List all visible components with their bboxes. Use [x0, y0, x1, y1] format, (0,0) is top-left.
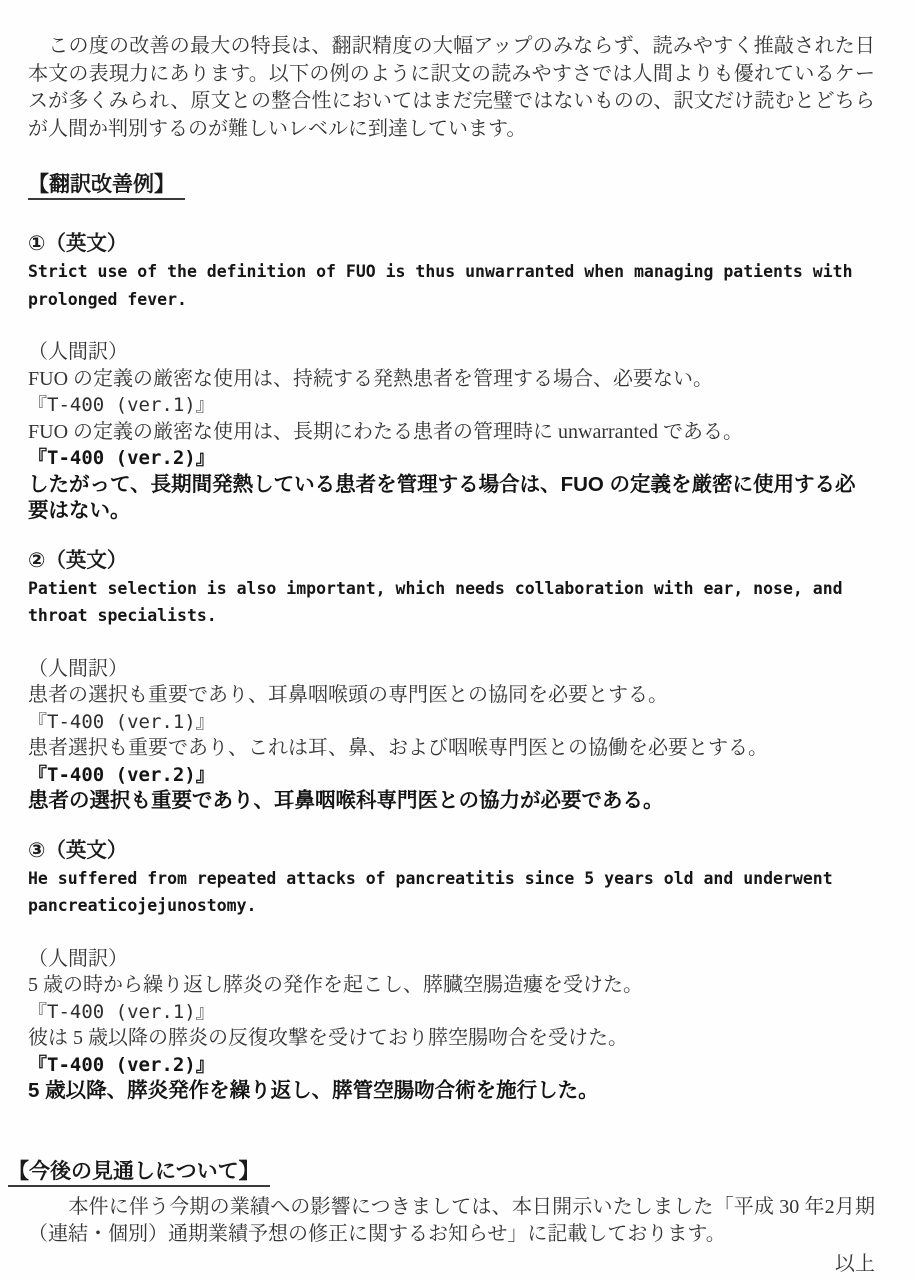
translation-example-3: [28, 837, 875, 1105]
example-3-v1-label: 『T-400 (ver.1)』: [28, 1000, 215, 1023]
translation-example-2: [28, 547, 875, 815]
example-1-human-label: （人間訳）: [28, 341, 128, 363]
example-1-v1-label: 『T-400 (ver.1)』: [28, 394, 215, 416]
example-2-english-text: Patient selection is also important, which needs collaboration with ear, nose, and throat specialists.: [28, 578, 843, 625]
example-1-english-text: Strict use of the definition of FUO is thus unwarranted when managing patients with prolonged fever.: [28, 262, 853, 309]
intro-paragraph: この度の改善の最大の特長は、翻訳精度の大幅アップのみならず、読みやすく推敲された日本文の表現力にあります。以下の例のように訳文の読みやすさでは人間よりも優れているケースが多くみられ、原文との整合性においてはまだ完璧ではないものの、訳文だけ読むとどちらが人間か判別するのが難しいレベルに到達しています。: [28, 35, 875, 140]
example-3-source-label: ③（英文）: [28, 838, 128, 862]
example-1-source-label: ①（英文）: [28, 232, 128, 255]
outlook-paragraph: 本件に伴う今期の業績への影響につきましては、本日開示いたしました「平成 30 年2月期（連結・個別）通期業績予想の修正に関するお知らせ」に記載しております。: [28, 1195, 875, 1245]
example-3-v2-text: 5 歳以降、膵炎発作を繰り返し、膵管空腸吻合術を施行した。: [28, 1079, 599, 1102]
example-2-v1-text: 患者選択も重要であり、これは耳、鼻、および咽喉専門医との協働を必要とする。: [28, 737, 768, 759]
closing-text: 以上: [835, 1252, 875, 1275]
example-1-human-text: FUO の定義の厳密な使用は、持続する発熱患者を管理する場合、必要ない。: [28, 367, 714, 390]
improvement-heading-row: [28, 172, 875, 200]
example-2-human-label: （人間訳）: [28, 657, 128, 680]
example-1-v2-label: 『T-400 (ver.2)』: [28, 447, 215, 469]
example-2-v2-text: 患者の選択も重要であり、耳鼻咽喉科専門医との協力が必要である。: [28, 789, 664, 812]
example-3-english-text: He suffered from repeated attacks of pancreatitis since 5 years old and underwent pancreaticojejunostomy.: [28, 868, 833, 915]
outlook-heading-row: [8, 1159, 875, 1187]
example-2-human-text: 患者の選択も重要であり、耳鼻咽喉頭の専門医との協同を必要とする。: [28, 684, 668, 706]
example-3-v2-label: 『T-400 (ver.2)』: [28, 1053, 215, 1076]
translation-example-1: [28, 230, 875, 525]
example-1-v1-text: FUO の定義の厳密な使用は、長期にわたる患者の管理時に unwarranted である。: [28, 420, 743, 443]
example-3-v1-text: 彼は 5 歳以降の膵炎の反復攻撃を受けており膵空腸吻合を受けた。: [28, 1027, 628, 1049]
example-3-human-text: 5 歳の時から繰り返し膵炎の発作を起こし、膵臓空腸造瘻を受けた。: [28, 974, 643, 996]
example-2-v1-label: 『T-400 (ver.1)』: [28, 710, 215, 733]
improvement-heading: 【翻訳改善例】: [28, 172, 185, 200]
example-3-human-label: （人間訳）: [28, 947, 128, 970]
example-1-v2-text: したがって、長期間発熱している患者を管理する場合は、FUO の定義を厳密に使用する必要はない。: [28, 472, 856, 522]
outlook-heading: 【今後の見通しについて】: [8, 1159, 270, 1187]
example-2-v2-label: 『T-400 (ver.2)』: [28, 763, 215, 786]
example-2-source-label: ②（英文）: [28, 548, 128, 572]
